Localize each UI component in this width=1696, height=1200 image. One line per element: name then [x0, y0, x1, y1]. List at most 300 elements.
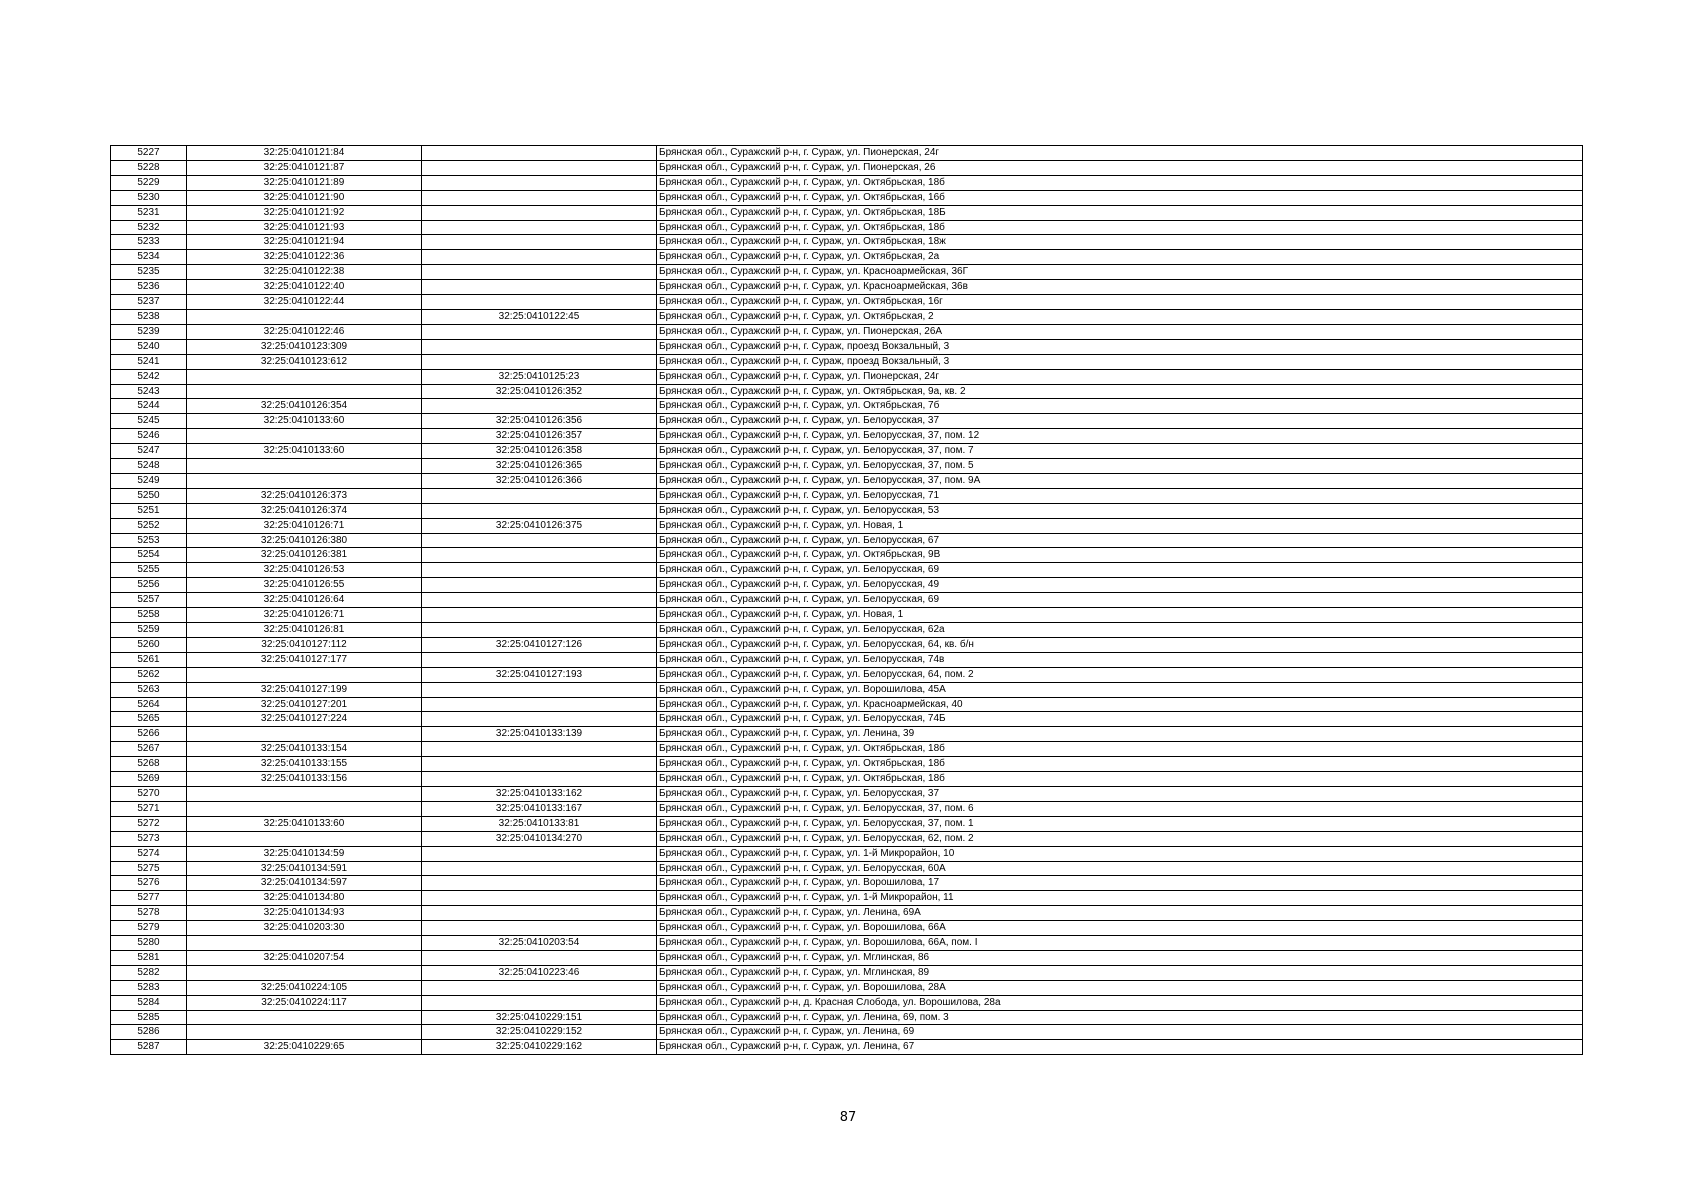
- row-number-cell: 5234: [111, 250, 187, 265]
- address-cell: Брянская обл., Суражский р-н, г. Сураж, ул. Октябрьская, 16б: [657, 190, 1583, 205]
- related-cadastral-number-cell: 32:25:0410125:23: [422, 369, 657, 384]
- cadastral-number-cell: 32:25:0410126:71: [187, 518, 422, 533]
- cadastral-number-cell: 32:25:0410122:36: [187, 250, 422, 265]
- cadastral-number-cell: 32:25:0410126:55: [187, 578, 422, 593]
- related-cadastral-number-cell: [422, 280, 657, 295]
- related-cadastral-number-cell: 32:25:0410126:356: [422, 414, 657, 429]
- cadastral-number-cell: [187, 384, 422, 399]
- address-cell: Брянская обл., Суражский р-н, г. Сураж, ул. Октябрьская, 16г: [657, 295, 1583, 310]
- table-body: [111, 146, 1583, 1055]
- related-cadastral-number-cell: [422, 503, 657, 518]
- related-cadastral-number-cell: 32:25:0410133:139: [422, 727, 657, 742]
- cadastral-number-cell: 32:25:0410126:71: [187, 608, 422, 623]
- row-number-cell: 5242: [111, 369, 187, 384]
- address-cell: Брянская обл., Суражский р-н, г. Сураж, ул. Октябрьская, 18б: [657, 772, 1583, 787]
- address-cell: Брянская обл., Суражский р-н, г. Сураж, ул. Октябрьская, 18б: [657, 220, 1583, 235]
- page-number: 87: [839, 1110, 857, 1125]
- cadastral-number-cell: [187, 727, 422, 742]
- table-row: [111, 459, 1583, 474]
- table-row: [111, 1025, 1583, 1040]
- cadastral-number-cell: 32:25:0410207:54: [187, 950, 422, 965]
- related-cadastral-number-cell: [422, 324, 657, 339]
- cadastral-number-cell: 32:25:0410127:177: [187, 652, 422, 667]
- table-row: [111, 414, 1583, 429]
- table-row: [111, 369, 1583, 384]
- table-row: [111, 354, 1583, 369]
- row-number-cell: 5248: [111, 459, 187, 474]
- related-cadastral-number-cell: [422, 399, 657, 414]
- related-cadastral-number-cell: [422, 578, 657, 593]
- related-cadastral-number-cell: 32:25:0410223:46: [422, 965, 657, 980]
- related-cadastral-number-cell: [422, 160, 657, 175]
- related-cadastral-number-cell: [422, 712, 657, 727]
- address-cell: Брянская обл., Суражский р-н, г. Сураж, ул. Октябрьская, 18б: [657, 757, 1583, 772]
- row-number-cell: 5241: [111, 354, 187, 369]
- address-cell: Брянская обл., Суражский р-н, г. Сураж, ул. Белорусская, 53: [657, 503, 1583, 518]
- related-cadastral-number-cell: 32:25:0410126:375: [422, 518, 657, 533]
- related-cadastral-number-cell: [422, 205, 657, 220]
- row-number-cell: 5274: [111, 846, 187, 861]
- row-number-cell: 5229: [111, 175, 187, 190]
- row-number-cell: 5235: [111, 265, 187, 280]
- related-cadastral-number-cell: [422, 339, 657, 354]
- cadastral-number-cell: 32:25:0410126:381: [187, 548, 422, 563]
- table-row: [111, 429, 1583, 444]
- related-cadastral-number-cell: 32:25:0410133:167: [422, 801, 657, 816]
- table-row: [111, 295, 1583, 310]
- table-row: [111, 205, 1583, 220]
- table-row: [111, 384, 1583, 399]
- related-cadastral-number-cell: 32:25:0410126:365: [422, 459, 657, 474]
- table-row: [111, 816, 1583, 831]
- table-row: [111, 637, 1583, 652]
- row-number-cell: 5246: [111, 429, 187, 444]
- address-cell: Брянская обл., Суражский р-н, г. Сураж, ул. Белорусская, 71: [657, 488, 1583, 503]
- cadastral-number-cell: [187, 369, 422, 384]
- related-cadastral-number-cell: [422, 175, 657, 190]
- cadastral-number-cell: 32:25:0410134:591: [187, 861, 422, 876]
- address-cell: Брянская обл., Суражский р-н, г. Сураж, ул. Ворошилова, 28А: [657, 980, 1583, 995]
- address-cell: Брянская обл., Суражский р-н, г. Сураж, ул. Новая, 1: [657, 608, 1583, 623]
- cadastral-number-cell: 32:25:0410122:38: [187, 265, 422, 280]
- table-row: [111, 772, 1583, 787]
- cadastral-number-cell: 32:25:0410134:59: [187, 846, 422, 861]
- related-cadastral-number-cell: [422, 950, 657, 965]
- address-cell: Брянская обл., Суражский р-н, г. Сураж, ул. Белорусская, 37, пом. 12: [657, 429, 1583, 444]
- related-cadastral-number-cell: [422, 220, 657, 235]
- cadastral-number-cell: [187, 473, 422, 488]
- address-cell: Брянская обл., Суражский р-н, г. Сураж, ул. Ленина, 69, пом. 3: [657, 1010, 1583, 1025]
- related-cadastral-number-cell: [422, 757, 657, 772]
- table-row: [111, 324, 1583, 339]
- cadastral-number-cell: 32:25:0410126:53: [187, 563, 422, 578]
- cadastral-number-cell: 32:25:0410229:65: [187, 1040, 422, 1055]
- table-row: [111, 876, 1583, 891]
- row-number-cell: 5250: [111, 488, 187, 503]
- address-cell: Брянская обл., Суражский р-н, г. Сураж, ул. Белорусская, 37, пом. 7: [657, 444, 1583, 459]
- address-cell: Брянская обл., Суражский р-н, г. Сураж, ул. Октябрьская, 18б: [657, 175, 1583, 190]
- cadastral-number-cell: 32:25:0410122:44: [187, 295, 422, 310]
- related-cadastral-number-cell: [422, 265, 657, 280]
- cadastral-number-cell: 32:25:0410126:354: [187, 399, 422, 414]
- table-row: [111, 1010, 1583, 1025]
- row-number-cell: 5285: [111, 1010, 187, 1025]
- table-row: [111, 667, 1583, 682]
- cadastral-number-cell: 32:25:0410134:80: [187, 891, 422, 906]
- table-row: [111, 697, 1583, 712]
- cadastral-number-cell: [187, 786, 422, 801]
- table-row: [111, 444, 1583, 459]
- table-row: [111, 175, 1583, 190]
- cadastral-number-cell: [187, 309, 422, 324]
- address-cell: Брянская обл., Суражский р-н, г. Сураж, ул. Ворошилова, 66А, пом. I: [657, 936, 1583, 951]
- related-cadastral-number-cell: 32:25:0410229:151: [422, 1010, 657, 1025]
- address-cell: Брянская обл., Суражский р-н, г. Сураж, ул. Ленина, 39: [657, 727, 1583, 742]
- row-number-cell: 5239: [111, 324, 187, 339]
- cadastral-number-cell: 32:25:0410133:156: [187, 772, 422, 787]
- address-cell: Брянская обл., Суражский р-н, г. Сураж, ул. 1-й Микрорайон, 10: [657, 846, 1583, 861]
- cadastral-number-cell: 32:25:0410133:60: [187, 444, 422, 459]
- cadastral-number-cell: 32:25:0410122:46: [187, 324, 422, 339]
- address-cell: Брянская обл., Суражский р-н, г. Сураж, ул. Ворошилова, 45А: [657, 682, 1583, 697]
- related-cadastral-number-cell: 32:25:0410133:81: [422, 816, 657, 831]
- address-cell: Брянская обл., Суражский р-н, г. Сураж, ул. Октябрьская, 18б: [657, 742, 1583, 757]
- address-cell: Брянская обл., Суражский р-н, г. Сураж, ул. Белорусская, 64, кв. б/н: [657, 637, 1583, 652]
- table-row: [111, 503, 1583, 518]
- row-number-cell: 5263: [111, 682, 187, 697]
- row-number-cell: 5254: [111, 548, 187, 563]
- address-cell: Брянская обл., Суражский р-н, г. Сураж, ул. Новая, 1: [657, 518, 1583, 533]
- cadastral-number-cell: 32:25:0410127:224: [187, 712, 422, 727]
- address-cell: Брянская обл., Суражский р-н, г. Сураж, ул. 1-й Микрорайон, 11: [657, 891, 1583, 906]
- related-cadastral-number-cell: [422, 980, 657, 995]
- table-row: [111, 682, 1583, 697]
- cadastral-number-cell: 32:25:0410133:60: [187, 816, 422, 831]
- table-row: [111, 1040, 1583, 1055]
- row-number-cell: 5258: [111, 608, 187, 623]
- cadastral-number-cell: [187, 936, 422, 951]
- row-number-cell: 5273: [111, 831, 187, 846]
- related-cadastral-number-cell: 32:25:0410127:126: [422, 637, 657, 652]
- table-row: [111, 786, 1583, 801]
- row-number-cell: 5287: [111, 1040, 187, 1055]
- cadastral-number-cell: 32:25:0410126:64: [187, 593, 422, 608]
- table-row: [111, 533, 1583, 548]
- cadastral-number-cell: [187, 1010, 422, 1025]
- address-cell: Брянская обл., Суражский р-н, г. Сураж, ул. Пионерская, 26: [657, 160, 1583, 175]
- table-row: [111, 727, 1583, 742]
- table-row: [111, 831, 1583, 846]
- cadastral-number-cell: 32:25:0410224:117: [187, 995, 422, 1010]
- related-cadastral-number-cell: [422, 921, 657, 936]
- table-row: [111, 936, 1583, 951]
- cadastral-number-cell: 32:25:0410121:90: [187, 190, 422, 205]
- cadastral-number-cell: 32:25:0410126:373: [187, 488, 422, 503]
- table-row: [111, 146, 1583, 161]
- row-number-cell: 5249: [111, 473, 187, 488]
- row-number-cell: 5253: [111, 533, 187, 548]
- cadastral-number-cell: 32:25:0410133:155: [187, 757, 422, 772]
- table-row: [111, 965, 1583, 980]
- address-cell: Брянская обл., Суражский р-н, г. Сураж, ул. Белорусская, 67: [657, 533, 1583, 548]
- address-cell: Брянская обл., Суражский р-н, г. Сураж, ул. Белорусская, 37: [657, 786, 1583, 801]
- address-cell: Брянская обл., Суражский р-н, г. Сураж, ул. Ленина, 67: [657, 1040, 1583, 1055]
- related-cadastral-number-cell: [422, 533, 657, 548]
- related-cadastral-number-cell: [422, 608, 657, 623]
- cadastral-number-cell: 32:25:0410127:199: [187, 682, 422, 697]
- row-number-cell: 5251: [111, 503, 187, 518]
- row-number-cell: 5247: [111, 444, 187, 459]
- table-row: [111, 265, 1583, 280]
- related-cadastral-number-cell: [422, 846, 657, 861]
- related-cadastral-number-cell: [422, 190, 657, 205]
- row-number-cell: 5230: [111, 190, 187, 205]
- table-row: [111, 891, 1583, 906]
- table-row: [111, 250, 1583, 265]
- table-row: [111, 921, 1583, 936]
- table-row: [111, 548, 1583, 563]
- cadastral-number-cell: [187, 965, 422, 980]
- cadastral-number-cell: 32:25:0410121:89: [187, 175, 422, 190]
- address-cell: Брянская обл., Суражский р-н, г. Сураж, проезд Вокзальный, 3: [657, 339, 1583, 354]
- row-number-cell: 5245: [111, 414, 187, 429]
- address-cell: Брянская обл., Суражский р-н, г. Сураж, ул. Октябрьская, 9В: [657, 548, 1583, 563]
- address-cell: Брянская обл., Суражский р-н, г. Сураж, ул. Октябрьская, 18Б: [657, 205, 1583, 220]
- related-cadastral-number-cell: [422, 250, 657, 265]
- row-number-cell: 5277: [111, 891, 187, 906]
- row-number-cell: 5252: [111, 518, 187, 533]
- related-cadastral-number-cell: [422, 295, 657, 310]
- address-cell: Брянская обл., Суражский р-н, г. Сураж, ул. Ворошилова, 17: [657, 876, 1583, 891]
- row-number-cell: 5286: [111, 1025, 187, 1040]
- address-cell: Брянская обл., Суражский р-н, г. Сураж, ул. Мглинская, 86: [657, 950, 1583, 965]
- table-row: [111, 801, 1583, 816]
- related-cadastral-number-cell: [422, 623, 657, 638]
- address-cell: Брянская обл., Суражский р-н, г. Сураж, ул. Красноармейская, 36в: [657, 280, 1583, 295]
- address-cell: Брянская обл., Суражский р-н, г. Сураж, ул. Белорусская, 62а: [657, 623, 1583, 638]
- table-row: [111, 309, 1583, 324]
- cadastral-number-cell: 32:25:0410126:374: [187, 503, 422, 518]
- table-row: [111, 473, 1583, 488]
- related-cadastral-number-cell: [422, 146, 657, 161]
- related-cadastral-number-cell: [422, 995, 657, 1010]
- row-number-cell: 5257: [111, 593, 187, 608]
- cadastral-number-cell: [187, 1025, 422, 1040]
- table-row: [111, 488, 1583, 503]
- address-cell: Брянская обл., Суражский р-н, г. Сураж, ул. Красноармейская, 36Г: [657, 265, 1583, 280]
- related-cadastral-number-cell: [422, 593, 657, 608]
- row-number-cell: 5275: [111, 861, 187, 876]
- related-cadastral-number-cell: [422, 652, 657, 667]
- cadastral-number-cell: 32:25:0410133:60: [187, 414, 422, 429]
- related-cadastral-number-cell: [422, 682, 657, 697]
- address-cell: Брянская обл., Суражский р-н, г. Сураж, ул. Белорусская, 49: [657, 578, 1583, 593]
- address-cell: Брянская обл., Суражский р-н, д. Красная Слобода, ул. Ворошилова, 28а: [657, 995, 1583, 1010]
- related-cadastral-number-cell: [422, 697, 657, 712]
- row-number-cell: 5270: [111, 786, 187, 801]
- table-row: [111, 712, 1583, 727]
- cadastral-number-cell: 32:25:0410134:93: [187, 906, 422, 921]
- related-cadastral-number-cell: 32:25:0410127:193: [422, 667, 657, 682]
- related-cadastral-number-cell: [422, 891, 657, 906]
- row-number-cell: 5284: [111, 995, 187, 1010]
- row-number-cell: 5243: [111, 384, 187, 399]
- cadastral-number-cell: [187, 801, 422, 816]
- related-cadastral-number-cell: 32:25:0410126:366: [422, 473, 657, 488]
- cadastral-number-cell: [187, 459, 422, 474]
- related-cadastral-number-cell: 32:25:0410229:152: [422, 1025, 657, 1040]
- table-row: [111, 518, 1583, 533]
- row-number-cell: 5278: [111, 906, 187, 921]
- related-cadastral-number-cell: 32:25:0410126:352: [422, 384, 657, 399]
- row-number-cell: 5276: [111, 876, 187, 891]
- row-number-cell: 5244: [111, 399, 187, 414]
- address-cell: Брянская обл., Суражский р-н, г. Сураж, ул. Белорусская, 37, пом. 6: [657, 801, 1583, 816]
- address-cell: Брянская обл., Суражский р-н, г. Сураж, ул. Пионерская, 24г: [657, 146, 1583, 161]
- related-cadastral-number-cell: [422, 235, 657, 250]
- address-cell: Брянская обл., Суражский р-н, г. Сураж, ул. Пионерская, 26А: [657, 324, 1583, 339]
- cadastral-number-cell: 32:25:0410126:81: [187, 623, 422, 638]
- row-number-cell: 5236: [111, 280, 187, 295]
- cadastral-number-cell: 32:25:0410121:84: [187, 146, 422, 161]
- related-cadastral-number-cell: [422, 906, 657, 921]
- related-cadastral-number-cell: 32:25:0410133:162: [422, 786, 657, 801]
- row-number-cell: 5265: [111, 712, 187, 727]
- related-cadastral-number-cell: 32:25:0410126:357: [422, 429, 657, 444]
- row-number-cell: 5240: [111, 339, 187, 354]
- table-row: [111, 995, 1583, 1010]
- address-cell: Брянская обл., Суражский р-н, г. Сураж, ул. Белорусская, 64, пом. 2: [657, 667, 1583, 682]
- row-number-cell: 5255: [111, 563, 187, 578]
- table-row: [111, 399, 1583, 414]
- address-cell: Брянская обл., Суражский р-н, г. Сураж, ул. Октябрьская, 2: [657, 309, 1583, 324]
- table-row: [111, 220, 1583, 235]
- row-number-cell: 5262: [111, 667, 187, 682]
- row-number-cell: 5232: [111, 220, 187, 235]
- cadastral-table: [110, 145, 1583, 1055]
- cadastral-number-cell: 32:25:0410134:597: [187, 876, 422, 891]
- related-cadastral-number-cell: 32:25:0410122:45: [422, 309, 657, 324]
- table-row: [111, 280, 1583, 295]
- row-number-cell: 5271: [111, 801, 187, 816]
- related-cadastral-number-cell: [422, 742, 657, 757]
- table-row: [111, 846, 1583, 861]
- related-cadastral-number-cell: [422, 548, 657, 563]
- address-cell: Брянская обл., Суражский р-н, г. Сураж, ул. Октябрьская, 7б: [657, 399, 1583, 414]
- row-number-cell: 5272: [111, 816, 187, 831]
- address-cell: Брянская обл., Суражский р-н, г. Сураж, ул. Белорусская, 37, пом. 5: [657, 459, 1583, 474]
- related-cadastral-number-cell: 32:25:0410229:162: [422, 1040, 657, 1055]
- row-number-cell: 5259: [111, 623, 187, 638]
- row-number-cell: 5266: [111, 727, 187, 742]
- cadastral-number-cell: [187, 429, 422, 444]
- row-number-cell: 5283: [111, 980, 187, 995]
- address-cell: Брянская обл., Суражский р-н, г. Сураж, ул. Пионерская, 24г: [657, 369, 1583, 384]
- address-cell: Брянская обл., Суражский р-н, г. Сураж, ул. Белорусская, 37, пом. 9А: [657, 473, 1583, 488]
- row-number-cell: 5256: [111, 578, 187, 593]
- cadastral-number-cell: 32:25:0410121:87: [187, 160, 422, 175]
- address-cell: Брянская обл., Суражский р-н, г. Сураж, ул. Белорусская, 37: [657, 414, 1583, 429]
- cadastral-number-cell: 32:25:0410121:94: [187, 235, 422, 250]
- cadastral-number-cell: 32:25:0410127:112: [187, 637, 422, 652]
- related-cadastral-number-cell: [422, 876, 657, 891]
- row-number-cell: 5267: [111, 742, 187, 757]
- table-row: [111, 608, 1583, 623]
- row-number-cell: 5268: [111, 757, 187, 772]
- cadastral-number-cell: 32:25:0410122:40: [187, 280, 422, 295]
- row-number-cell: 5261: [111, 652, 187, 667]
- cadastral-number-cell: 32:25:0410127:201: [187, 697, 422, 712]
- address-cell: Брянская обл., Суражский р-н, г. Сураж, ул. Мглинская, 89: [657, 965, 1583, 980]
- table-row: [111, 235, 1583, 250]
- table-row: [111, 623, 1583, 638]
- cadastral-number-cell: 32:25:0410126:380: [187, 533, 422, 548]
- address-cell: Брянская обл., Суражский р-н, г. Сураж, ул. Белорусская, 74в: [657, 652, 1583, 667]
- address-cell: Брянская обл., Суражский р-н, г. Сураж, ул. Белорусская, 37, пом. 1: [657, 816, 1583, 831]
- table-row: [111, 593, 1583, 608]
- address-cell: Брянская обл., Суражский р-н, г. Сураж, ул. Красноармейская, 40: [657, 697, 1583, 712]
- address-cell: Брянская обл., Суражский р-н, г. Сураж, проезд Вокзальный, 3: [657, 354, 1583, 369]
- row-number-cell: 5231: [111, 205, 187, 220]
- table-row: [111, 742, 1583, 757]
- address-cell: Брянская обл., Суражский р-н, г. Сураж, ул. Ворошилова, 66А: [657, 921, 1583, 936]
- related-cadastral-number-cell: 32:25:0410203:54: [422, 936, 657, 951]
- address-cell: Брянская обл., Суражский р-н, г. Сураж, ул. Ленина, 69: [657, 1025, 1583, 1040]
- row-number-cell: 5269: [111, 772, 187, 787]
- row-number-cell: 5228: [111, 160, 187, 175]
- table-row: [111, 578, 1583, 593]
- row-number-cell: 5280: [111, 936, 187, 951]
- related-cadastral-number-cell: [422, 772, 657, 787]
- address-cell: Брянская обл., Суражский р-н, г. Сураж, ул. Белорусская, 69: [657, 593, 1583, 608]
- table-row: [111, 563, 1583, 578]
- address-cell: Брянская обл., Суражский р-н, г. Сураж, ул. Белорусская, 74Б: [657, 712, 1583, 727]
- cadastral-number-cell: 32:25:0410133:154: [187, 742, 422, 757]
- address-cell: Брянская обл., Суражский р-н, г. Сураж, ул. Октябрьская, 9а, кв. 2: [657, 384, 1583, 399]
- row-number-cell: 5238: [111, 309, 187, 324]
- table-row: [111, 160, 1583, 175]
- row-number-cell: 5281: [111, 950, 187, 965]
- address-cell: Брянская обл., Суражский р-н, г. Сураж, ул. Белорусская, 69: [657, 563, 1583, 578]
- table-row: [111, 652, 1583, 667]
- related-cadastral-number-cell: 32:25:0410126:358: [422, 444, 657, 459]
- table-row: [111, 861, 1583, 876]
- row-number-cell: 5279: [111, 921, 187, 936]
- cadastral-number-cell: 32:25:0410203:30: [187, 921, 422, 936]
- cadastral-number-cell: [187, 667, 422, 682]
- related-cadastral-number-cell: [422, 563, 657, 578]
- address-cell: Брянская обл., Суражский р-н, г. Сураж, ул. Белорусская, 60А: [657, 861, 1583, 876]
- related-cadastral-number-cell: [422, 861, 657, 876]
- row-number-cell: 5233: [111, 235, 187, 250]
- table-row: [111, 950, 1583, 965]
- cadastral-number-cell: 32:25:0410123:309: [187, 339, 422, 354]
- table-row: [111, 906, 1583, 921]
- related-cadastral-number-cell: [422, 354, 657, 369]
- row-number-cell: 5227: [111, 146, 187, 161]
- row-number-cell: 5237: [111, 295, 187, 310]
- cadastral-number-cell: 32:25:0410123:612: [187, 354, 422, 369]
- row-number-cell: 5260: [111, 637, 187, 652]
- related-cadastral-number-cell: 32:25:0410134:270: [422, 831, 657, 846]
- cadastral-number-cell: 32:25:0410224:105: [187, 980, 422, 995]
- related-cadastral-number-cell: [422, 488, 657, 503]
- address-cell: Брянская обл., Суражский р-н, г. Сураж, ул. Октябрьская, 18ж: [657, 235, 1583, 250]
- table-row: [111, 339, 1583, 354]
- cadastral-number-cell: 32:25:0410121:92: [187, 205, 422, 220]
- table-row: [111, 757, 1583, 772]
- table-row: [111, 980, 1583, 995]
